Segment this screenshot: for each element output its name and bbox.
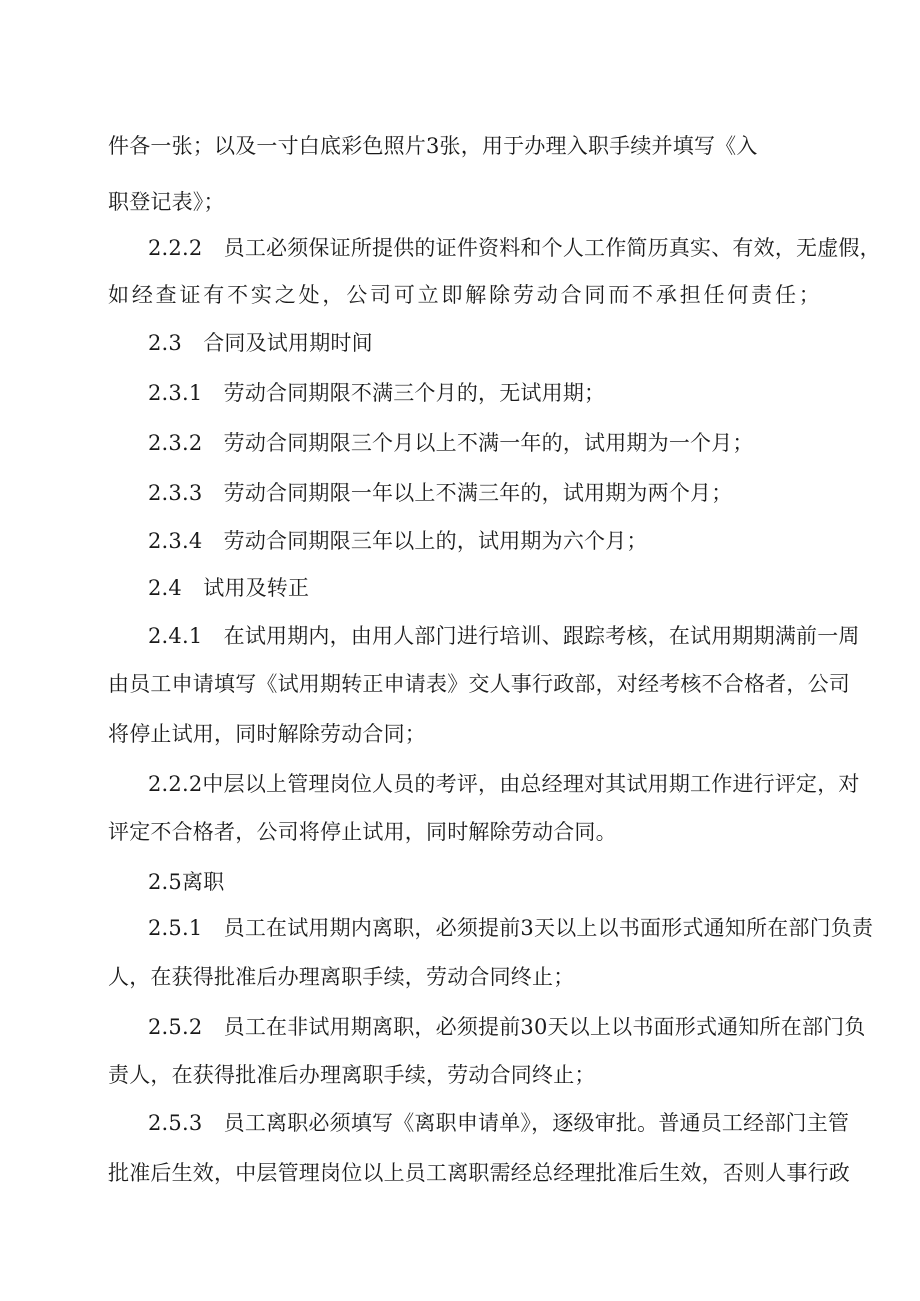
clause-2-2-2: 2.2.2 员工必须保证所提供的证件资料和个人工作简历真实、有效，无虚假，	[148, 236, 881, 260]
clause-2-3-4: 2.3.4 劳动合同期限三年以上的，试用期为六个月；	[148, 529, 648, 553]
clause-2-2-2-management: 2.2.2中层以上管理岗位人员的考评，由总经理对其试用期工作进行评定，对	[148, 772, 860, 796]
clause-2-5-2: 2.5.2 员工在非试用期离职，必须提前30天以上以书面形式通知所在部门负	[148, 1015, 866, 1039]
text-line: 将停止试用，同时解除劳动合同；	[108, 722, 426, 746]
clause-2-5-1: 2.5.1 员工在试用期内离职，必须提前3天以上以书面形式通知所在部门负责	[148, 916, 874, 940]
text-line: 如经查证有不实之处，公司可立即解除劳动合同而不承担任何责任；	[108, 283, 820, 307]
text-line: 责人，在获得批准后办理离职手续，劳动合同终止；	[108, 1063, 596, 1087]
text-line: 职登记表》；	[108, 190, 225, 214]
section-heading-2-4: 2.4 试用及转正	[148, 576, 310, 600]
text-line: 件各一张；以及一寸白底彩色照片3张，用于办理入职手续并填写《入	[108, 134, 758, 158]
section-heading-2-5: 2.5离职	[148, 870, 225, 894]
text-line: 人，在获得批准后办理离职手续，劳动合同终止；	[108, 965, 575, 989]
clause-2-3-3: 2.3.3 劳动合同期限一年以上不满三年的，试用期为两个月；	[148, 481, 733, 505]
clause-2-5-3: 2.5.3 员工离职必须填写《离职申请单》，逐级审批。普通员工经部门主管	[148, 1111, 850, 1135]
text-line: 由员工申请填写《试用期转正申请表》交人事行政部，对经考核不合格者，公司	[108, 672, 850, 696]
clause-2-3-1: 2.3.1 劳动合同期限不满三个月的，无试用期；	[148, 381, 606, 405]
clause-2-4-1: 2.4.1 在试用期内，由用人部门进行培训、跟踪考核，在试用期期满前一周	[148, 624, 860, 648]
text-line: 批准后生效，中层管理岗位以上员工离职需经总经理批准后生效，否则人事行政	[108, 1161, 850, 1185]
clause-2-3-2: 2.3.2 劳动合同期限三个月以上不满一年的，试用期为一个月；	[148, 431, 754, 455]
section-heading-2-3: 2.3 合同及试用期时间	[148, 331, 373, 355]
text-line: 评定不合格者，公司将停止试用，同时解除劳动合同。	[108, 820, 617, 844]
